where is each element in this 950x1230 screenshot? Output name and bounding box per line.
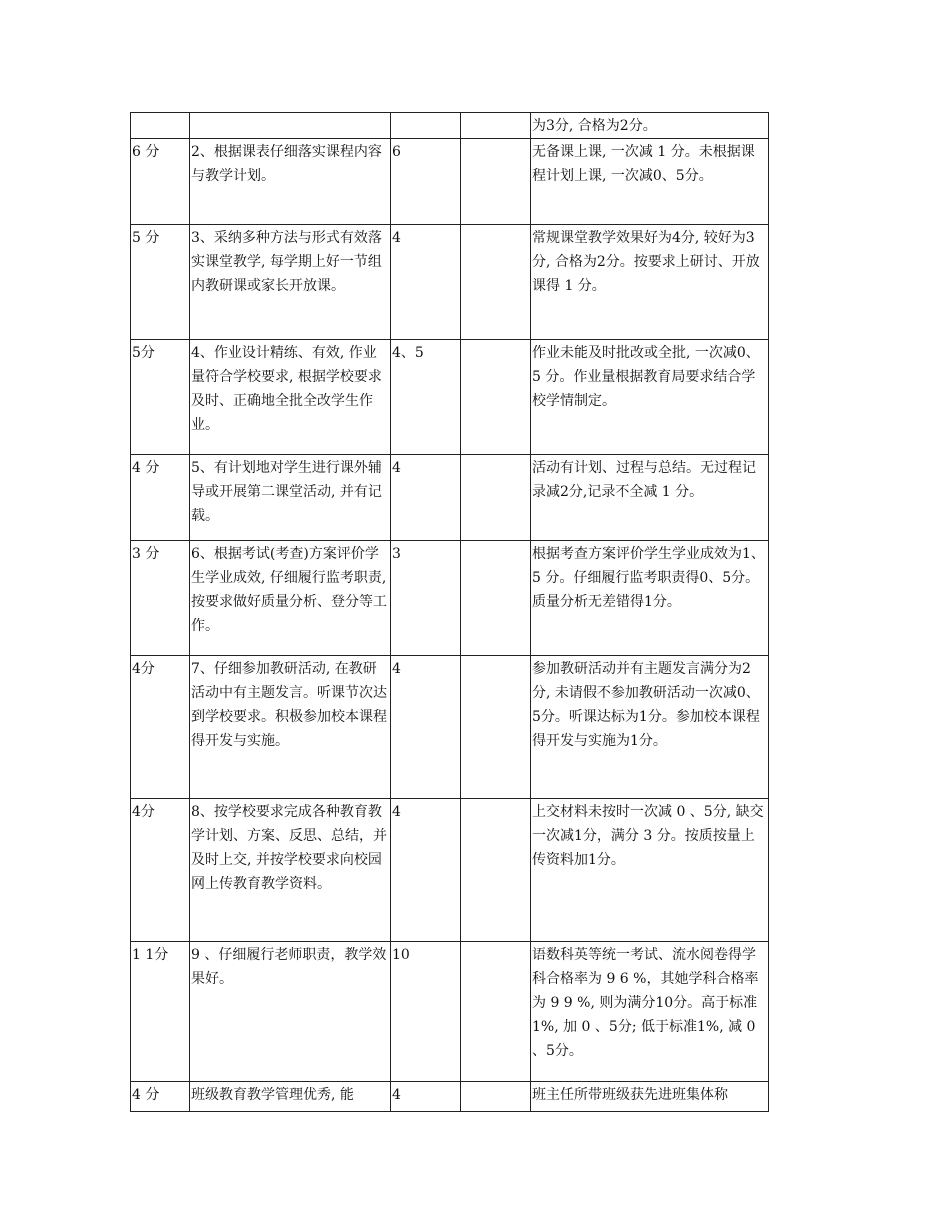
score-cell: 4 分 <box>131 455 190 541</box>
self-score-cell <box>461 340 531 455</box>
rule-cell: 语数科英等统一考试、流水阅卷得学科合格率为 9 6 %，其她学科合格率为 9 9 %, 则为满分10分。高于标准1%, 加 0 、5分; 低于标准1%, 减 0 、5分。 <box>531 942 769 1082</box>
item-cell: 5、有计划地对学生进行课外辅导或开展第二课堂活动, 并有记载。 <box>190 455 391 541</box>
rule-cell: 班主任所带班级获先进班集体称 <box>531 1082 769 1112</box>
table-row <box>131 139 769 225</box>
rule-cell: 作业未能及时批改或全批, 一次减0、5 分。作业量根据教育局要求结合学校学情制定。 <box>531 340 769 455</box>
table-row <box>131 340 769 455</box>
rule-cell: 上交材料未按时一次减 0 、5分, 缺交一次减1分，满分 3 分。按质按量上传资料加1分。 <box>531 799 769 942</box>
item-cell: 7、仔细参加教研活动, 在教研活动中有主题发言。听课节次达到学校要求。积极参加校本课程得开发与实施。 <box>190 656 391 799</box>
evaluation-table <box>130 112 769 1112</box>
table-row <box>131 799 769 942</box>
standard-cell: 6 <box>391 139 461 225</box>
rule-cell: 根据考查方案评价学生学业成效为1、 5 分。仔细履行监考职责得0、5分。质量分析无差错得1分。 <box>531 541 769 656</box>
standard-cell: 4 <box>391 799 461 942</box>
item-cell: 8、按学校要求完成各种教育教学计划、方案、反思、总结，并及时上交, 并按学校要求向校园网上传教育教学资料。 <box>190 799 391 942</box>
table-row <box>131 656 769 799</box>
score-cell: 6 分 <box>131 139 190 225</box>
item-cell: 6、根据考试(考查)方案评价学生学业成效, 仔细履行监考职责, 按要求做好质量分析、登分等工作。 <box>190 541 391 656</box>
standard-cell <box>391 113 461 139</box>
item-cell: 9 、仔细履行老师职责，教学效果好。 <box>190 942 391 1082</box>
self-score-cell <box>461 942 531 1082</box>
table-row <box>131 942 769 1082</box>
score-cell: 4分 <box>131 656 190 799</box>
score-cell: 1 1分 <box>131 942 190 1082</box>
standard-cell: 4、5 <box>391 340 461 455</box>
standard-cell: 4 <box>391 225 461 340</box>
self-score-cell <box>461 541 531 656</box>
item-cell: 2、根据课表仔细落实课程内容与教学计划。 <box>190 139 391 225</box>
score-cell: 5分 <box>131 340 190 455</box>
score-cell: 3 分 <box>131 541 190 656</box>
table-row <box>131 113 769 139</box>
standard-cell: 4 <box>391 455 461 541</box>
rule-cell: 参加教研活动并有主题发言满分为2分, 未请假不参加教研活动一次减0、5分。听课达标为1分。参加校本课程得开发与实施为1分。 <box>531 656 769 799</box>
rule-cell: 为3分, 合格为2分。 <box>531 113 769 139</box>
standard-cell: 4 <box>391 656 461 799</box>
self-score-cell <box>461 225 531 340</box>
rule-cell: 无备课上课, 一次减 1 分。未根据课程计划上课, 一次减0、5分。 <box>531 139 769 225</box>
score-cell: 4分 <box>131 799 190 942</box>
standard-cell: 4 <box>391 1082 461 1112</box>
rule-cell: 常规课堂教学效果好为4分, 较好为3分, 合格为2分。按要求上研讨、开放课得 1 分。 <box>531 225 769 340</box>
item-cell: 3、采纳多种方法与形式有效落实课堂教学, 每学期上好一节组内教研课或家长开放课。 <box>190 225 391 340</box>
self-score-cell <box>461 1082 531 1112</box>
standard-cell: 10 <box>391 942 461 1082</box>
table-row <box>131 455 769 541</box>
rule-cell: 活动有计划、过程与总结。无过程记录减2分,记录不全减 1 分。 <box>531 455 769 541</box>
item-cell <box>190 113 391 139</box>
table-row <box>131 225 769 340</box>
score-cell: 5 分 <box>131 225 190 340</box>
self-score-cell <box>461 799 531 942</box>
table-row <box>131 1082 769 1112</box>
self-score-cell <box>461 455 531 541</box>
table-row <box>131 541 769 656</box>
standard-cell: 3 <box>391 541 461 656</box>
self-score-cell <box>461 139 531 225</box>
item-cell: 4、作业设计精练、有效, 作业量符合学校要求, 根据学校要求及时、正确地全批全改学生作业。 <box>190 340 391 455</box>
self-score-cell <box>461 113 531 139</box>
score-cell <box>131 113 190 139</box>
self-score-cell <box>461 656 531 799</box>
score-cell: 4 分 <box>131 1082 190 1112</box>
item-cell: 班级教育教学管理优秀, 能 <box>190 1082 391 1112</box>
